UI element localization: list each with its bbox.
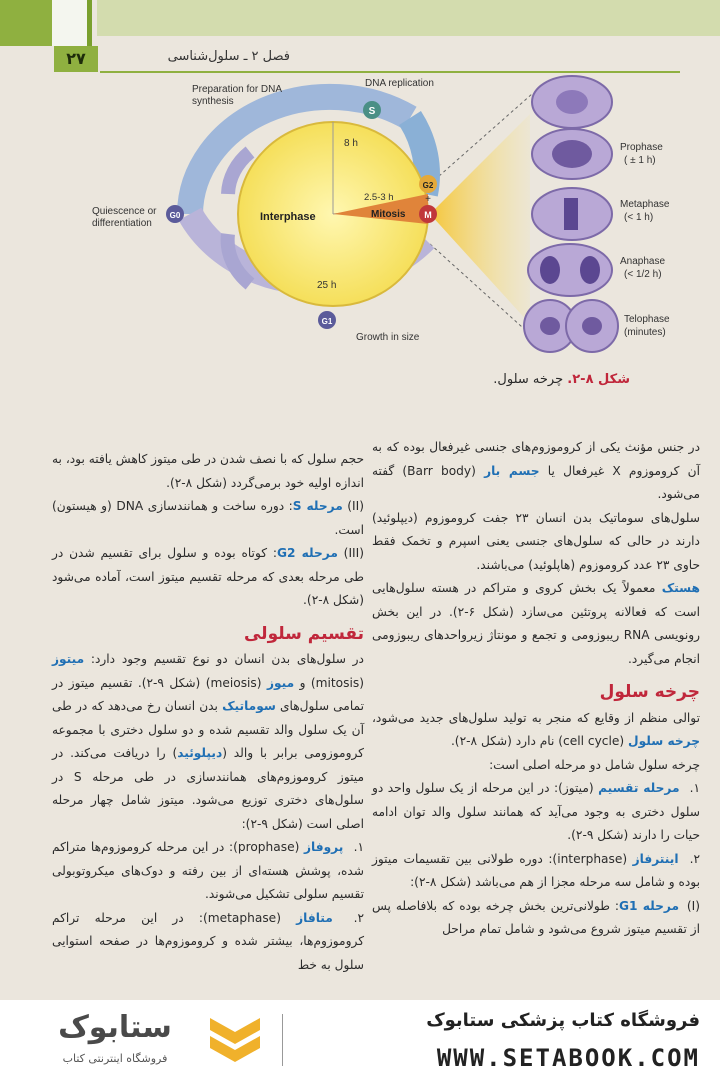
plus-label: + (425, 194, 431, 205)
cell-cycle-svg (80, 74, 680, 374)
eight-h-label: 8 h (344, 138, 358, 149)
setabook-logo-text: ستابوک (58, 1010, 172, 1045)
paragraph-cell-volume: حجم سلول که با نصف شدن در طی میتوز کاهش یافته بود، به اندازه اولیه خود برمی‌گردد (شکل ۸-۲). (52, 452, 364, 490)
section-title-cell-cycle: چرخه سلول (599, 682, 700, 702)
left-column (52, 448, 364, 977)
top-band (97, 0, 720, 36)
prep-dna-label-2: synthesis (192, 96, 234, 107)
duration-label: 2.5-3 h (364, 192, 394, 203)
paragraph-cell-cycle-def: توالی منظم از وقایع که منجر به تولید سلول‌های جدید می‌شود، چرخه سلول (cell cycle) نام دارد (شکل ۸-۲). (372, 710, 700, 748)
figure-caption-text: چرخه سلول. (493, 372, 568, 387)
list-item-g2-phase: (III) مرحله G2: کوتاه بوده و سلول برای تقسیم شدن در طی مرحله بعدی که مرحله تقسیم میتوز است، آماده می‌شود (شکل ۸-۲). (52, 546, 364, 607)
footer-banner (0, 1000, 720, 1080)
list-item-metaphase: ۲. متافاز (metaphase): در این مرحله تراکم کروموزوم‌ها، بیشتر شده و کروموزوم‌ها در صفحه استوایی سلول به خط (52, 910, 365, 972)
footer-divider (282, 1014, 283, 1066)
phase-telophase-time: (minutes) (624, 327, 666, 338)
store-name: فروشگاه کتاب پزشکی ستابوک (426, 1010, 700, 1031)
phase-metaphase-time: (< 1 h) (624, 212, 654, 223)
g0-label: G0 (169, 211, 181, 220)
chapter-tab-inner (52, 0, 92, 46)
list-item-interphase: ۲. اینترفاز (interphase): دوره طولانی بین تقسیمات میتوز بوده و شامل سه مرحله مجزا از هم می‌باشد (شکل ۸-۲): (372, 851, 700, 889)
list-item-g1: (I) مرحله G1: طولانی‌ترین بخش چرخه بوده که بلافاصله پس از تقسیم میتوز شروع می‌شود و شامل تمام مراحل (372, 898, 700, 936)
list-item-s-phase: (II) مرحله S: دوره ساخت و همانندسازی DNA (و هیستون) است. (52, 499, 365, 537)
paragraph-somatic: سلول‌های سوماتیک بدن انسان ۲۳ جفت کروموزوم (دیپلوئید) دارند در حالی که سلول‌های جنسی یعنی اسپرم و تخمک فقط حاوی ۲۳ عدد کروموزوم (هاپلوئید) می‌باشند. (372, 510, 700, 572)
mitosis-beam (430, 114, 530, 324)
m-label: M (424, 210, 432, 220)
g1-label: G1 (321, 317, 333, 326)
interphase-label: Interphase (260, 211, 316, 223)
chapter-tab (0, 0, 52, 46)
paragraph-two-phases: چرخه سلول شامل دو مرحله اصلی است: (489, 757, 700, 772)
cell-cycle-diagram (80, 74, 680, 374)
paragraph-division-types: در سلول‌های بدن انسان دو نوع تقسیم وجود دارد: میتوز (mitosis) و میوز (meiosis) (شکل ۹-۲). تقسیم میتوز در تمامی سلول‌های سوماتیک بدن انسان رخ می‌دهد که در طی آن یک سلول والد تقسیم شده و دو سلول دختری با مجموعه کروموزومی برابر با والد (دیپلوئید) را دریافت می‌کند. در میتوز کروموزوم‌های همانندسازی در طی مرحله S در سلول‌های دختری توزیع می‌شود. میتوز شامل چهار مرحله اصلی است (شکل ۹-۲): (52, 652, 365, 831)
phase-prophase-name: Prophase (620, 142, 663, 153)
right-column (372, 436, 700, 942)
phase-metaphase-name: Metaphase (620, 199, 670, 210)
setabook-logo-icon (206, 1014, 264, 1066)
page-number: ۲۷ (54, 46, 98, 72)
paragraph-nucleolus: هستک معمولاً یک بخش کروی و متراکم در هسته سلول‌هایی است که فعالانه پروتئین می‌سازد (شکل ۶-۲). در این بخش رونویسی RNA ریبوزومی و تجمع و مونتاژ زیرواحدهای ریبوزومی انجام می‌گیرد. (372, 581, 700, 666)
list-item-mitosis: ۱. مرحله تقسیم (میتوز): در این مرحله از یک سلول واحد دو سلول دختری به وجود می‌آید که همانند سلول والد توان ادامه حیات را دارند (شکل ۹-۲). (372, 781, 701, 842)
header-rule (100, 71, 680, 73)
prep-dna-label: Preparation for DNA (192, 84, 283, 95)
differentiation-label: differentiation (92, 218, 152, 229)
figure-label: شکل ۸-۲. (567, 372, 630, 387)
dna-replication-label: DNA replication (365, 78, 434, 89)
list-item-prophase: ۱. پروفاز (prophase): در این مرحله کروموزوم‌ها متراکم شده، پوشش هسته‌ای از بین رفته و دوک‌های میکروتوبولی تقسیم سلولی تشکیل می‌شوند. (52, 840, 364, 901)
twentyfive-h-label: 25 h (317, 280, 337, 291)
section-title-cell-division: تقسیم سلولی (243, 623, 364, 644)
figure-caption (493, 372, 630, 387)
store-website-link[interactable]: WWW.SETABOOK.COM (436, 1044, 700, 1072)
quiescence-label: Quiescence or (92, 206, 157, 217)
setabook-logo-subtitle: فروشگاه اینترنتی کتاب (62, 1052, 168, 1065)
chapter-title: فصل ۲ ـ سلول‌شناسی (167, 49, 290, 64)
mitosis-label: Mitosis (371, 209, 406, 220)
s-label: S (368, 106, 376, 117)
g2-label: G2 (422, 181, 434, 190)
growth-label: Growth in size (356, 332, 420, 343)
paragraph-barr-body: در جنس مؤنث یکی از کروموزوم‌های جنسی غیرفعال بوده که به آن کروموزوم X غیرفعال یا جسم بار (Barr body) گفته می‌شود. (372, 440, 700, 501)
phase-telophase-name: Telophase (624, 314, 670, 325)
phase-anaphase-time: (< 1/2 h) (624, 269, 662, 280)
phase-prophase-time: ( ± 1 h) (624, 155, 656, 166)
phase-anaphase-name: Anaphase (620, 256, 666, 267)
